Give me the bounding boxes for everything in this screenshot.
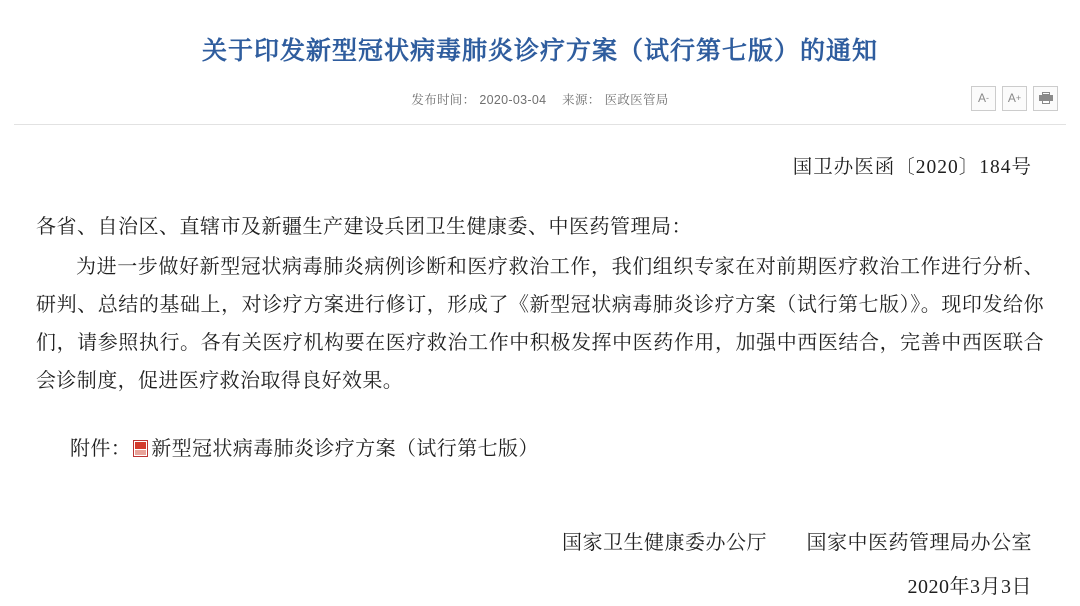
signature-orgs (36, 524, 1032, 562)
printer-icon (1039, 92, 1053, 104)
page-title: 关于印发新型冠状病毒肺炎诊疗方案（试行第七版）的通知 (201, 36, 878, 65)
publish-time (411, 93, 546, 107)
increase-font-label: A (1007, 91, 1016, 105)
document-page (0, 17, 1080, 598)
decrease-font-label: A (977, 91, 986, 105)
salutation: 各省、自治区、直辖市及新疆生产建设兵团卫生健康委、中医药管理局： (36, 215, 692, 238)
source-label: 来源： (562, 92, 601, 107)
publish-time-label: 发布时间： (411, 92, 476, 107)
publish-time-value: 2020-03-04 (479, 92, 547, 107)
document-body (0, 149, 1080, 606)
source (562, 93, 668, 107)
attachment-label: 附件： (70, 437, 132, 460)
signature-date: 2020年3月3日 (907, 575, 1032, 598)
toolbar (971, 86, 1058, 111)
decrease-font-button[interactable] (971, 86, 996, 111)
document-number: 国卫办医函〔2020〕184号 (792, 156, 1032, 178)
body-paragraph: 为进一步做好新型冠状病毒肺炎病例诊断和医疗救治工作，我们组织专家在对前期医疗救治工作进行分析、研判、总结的基础上，对诊疗方案进行修订，形成了《新型冠状病毒肺炎诊疗方案（试行第七版）》。现印发给你们，请参照执行。各有关医疗机构要在医疗救治工作中积极发挥中医药作用，加强中西医结合，完善中西医联合会诊制度，促进医疗救治取得良好效果。 (36, 255, 1044, 392)
source-value: 医政医管局 (604, 92, 669, 107)
attachment-row (36, 430, 1044, 468)
increase-font-button[interactable] (1002, 86, 1027, 111)
increase-font-sup: + (1015, 92, 1022, 103)
signature-org-1: 国家卫生健康委办公厅 (562, 531, 767, 554)
meta-row (0, 86, 1080, 124)
signature-org-2: 国家中医药管理局办公室 (806, 531, 1032, 554)
header-divider (14, 124, 1066, 125)
pdf-file-icon (133, 440, 148, 457)
decrease-font-sup: - (986, 92, 989, 103)
signature-block (36, 524, 1044, 562)
print-button[interactable] (1033, 86, 1058, 111)
publish-meta (0, 86, 1080, 108)
attachment-link[interactable]: 新型冠状病毒肺炎诊疗方案（试行第七版） (151, 437, 539, 460)
